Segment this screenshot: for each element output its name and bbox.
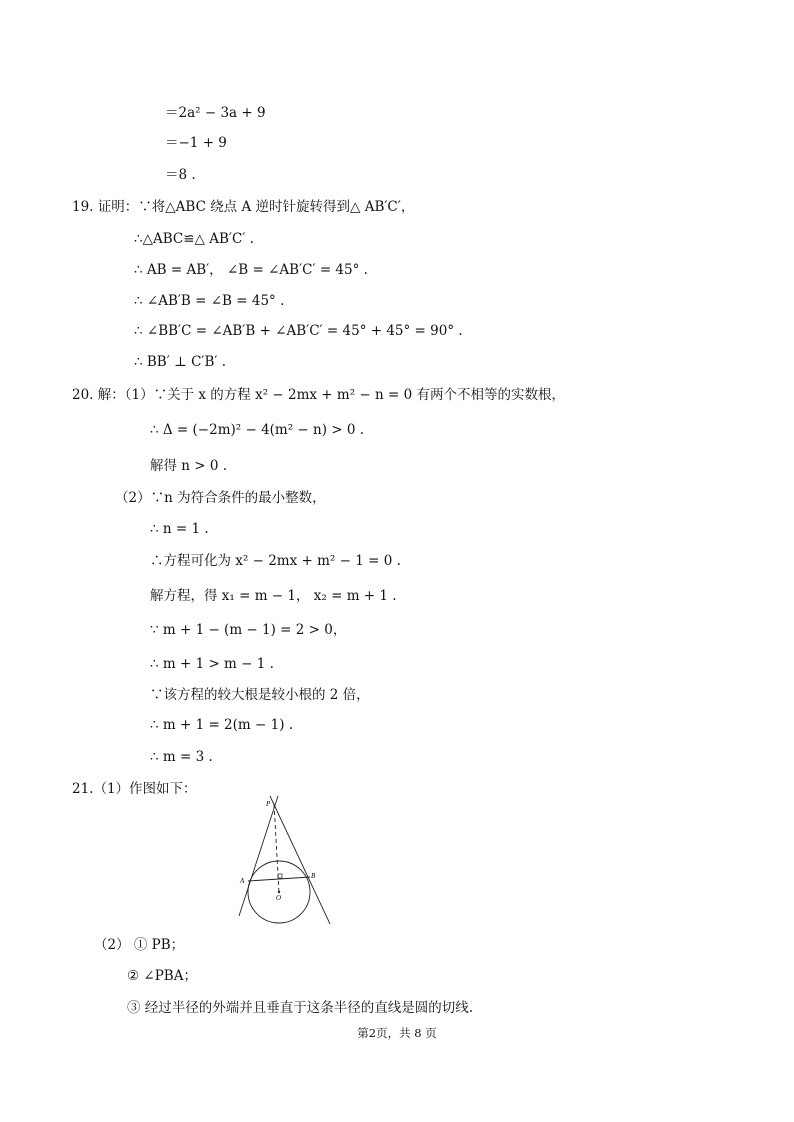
q19-heading: 19. 证明：∵将△ABC 绕点 A 逆时针旋转得到△ AB′C′， (72, 199, 415, 215)
q19-step-4: ∴ ∠BB′C = ∠AB′B + ∠AB′C′ = 45° + 45° = 90° . (134, 323, 463, 339)
page-footer: 第2页，共 8 页 (357, 1026, 437, 1040)
q20-step-10: ∴ m = 3 . (150, 749, 213, 765)
q20-heading: 20. 解：（1）∵关于 x 的方程 x² − 2mx + m² − n = 0 有两个不相等的实数根， (72, 387, 565, 403)
q20-step-4: ∴方程可化为 x² − 2mx + m² − 1 = 0 . (150, 553, 401, 569)
line-eq-3: ＝8 . (165, 167, 196, 183)
q20-step-8: ∵该方程的较大根是较小根的 2 倍， (150, 687, 370, 703)
q20-step-9: ∴ m + 1 = 2(m − 1) . (150, 717, 294, 733)
q19-step-1: ∴△ABC≌△ AB′C′ . (134, 231, 254, 247)
q20-step-5: 解方程，得 x₁ = m − 1， x₂ = m + 1 . (150, 588, 397, 604)
q19-step-2: ∴ AB = AB′， ∠B = ∠AB′C′ = 45° . (134, 262, 368, 278)
q20-step-1: ∴ Δ = (−2m)² − 4(m² − n) > 0 . (150, 422, 365, 438)
q21-part2-heading: （2） ① PB； (94, 937, 185, 953)
q21-heading: 21.（1）作图如下： (72, 781, 197, 797)
label-a: A (240, 877, 245, 885)
q20-part2-heading: （2）∵n 为符合条件的最小整数， (115, 490, 326, 506)
tangent-construction-figure (236, 792, 336, 924)
tangent-line-pa (239, 796, 278, 916)
q21-answer-3: ③ 经过半径的外端并且垂直于这条半径的直线是圆的切线. (127, 1000, 474, 1016)
q19-step-5: ∴ BB′ ⊥ C′B′ . (134, 354, 227, 370)
segment-ab (248, 877, 310, 881)
q20-step-7: ∴ m + 1 > m − 1 . (150, 656, 274, 672)
tangent-line-pb (270, 796, 330, 924)
q20-step-2: 解得 n > 0 . (150, 458, 228, 474)
q20-step-6: ∵ m + 1 − (m − 1) = 2 > 0， (150, 622, 347, 638)
q20-step-3: ∴ n = 1 . (150, 521, 209, 537)
q19-step-3: ∴ ∠AB′B = ∠B = 45° . (134, 293, 285, 309)
line-eq-1: ＝2a² − 3a + 9 (165, 105, 266, 121)
label-o: O (276, 894, 282, 902)
label-b: B (311, 872, 316, 880)
center-point-o (278, 891, 280, 893)
q21-answer-2: ② ∠PBA； (127, 968, 197, 984)
label-p: P (266, 800, 271, 808)
line-eq-2: ＝−1 + 9 (165, 135, 227, 151)
